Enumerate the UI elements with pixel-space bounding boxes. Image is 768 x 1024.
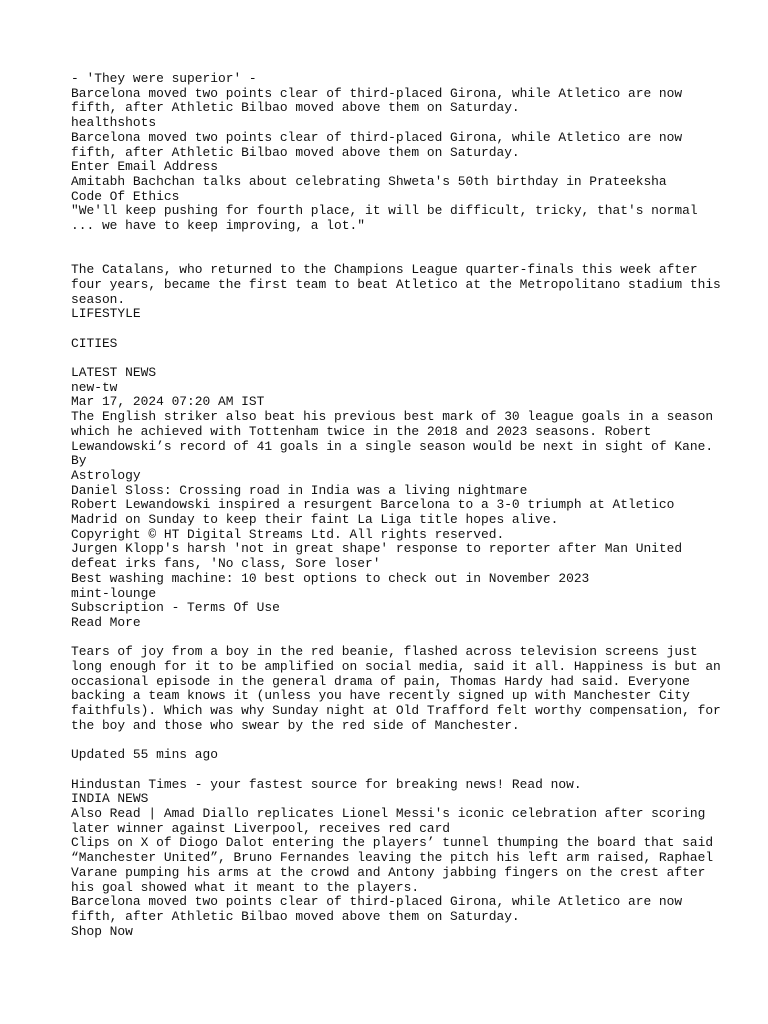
link-mint-lounge[interactable]: mint-lounge (71, 585, 157, 601)
link-code-of-ethics[interactable]: Code Of Ethics (71, 188, 180, 204)
tagline-hindustan-times: Hindustan Times - your fastest source for breaking news! Read now. (71, 776, 582, 792)
link-subscription-terms[interactable]: Subscription - Terms Of Use (71, 600, 280, 616)
paragraph-lewandowski: Robert Lewandowski inspired a resurgent Barcelona to a 3-0 triumph at Atletico Madrid on Sunday to keep their faint La Liga title hopes alive. (71, 497, 683, 528)
also-read-link[interactable]: Also Read | Amad Diallo replicates Lionel Messi's iconic celebration after scoring later winner against Liverpool, receives red card (71, 806, 714, 836)
nav-india-news[interactable]: INDIA NEWS (71, 791, 149, 807)
nav-cities[interactable]: CITIES (71, 335, 118, 351)
headline-washing-machine[interactable]: Best washing machine: 10 best options to check out in November 2023 (71, 570, 590, 586)
nav-astrology[interactable]: Astrology (71, 467, 141, 483)
byline: By (71, 453, 87, 469)
subheading-they-were-superior: - 'They were superior' - (71, 71, 257, 86)
read-more-link[interactable]: Read More (71, 614, 141, 630)
paragraph-catalans: The Catalans, who returned to the Champions League quarter-finals this week after four years, became the first team to beat Atletico at the Metropolitano stadium this season. (71, 262, 729, 307)
nav-latest-news[interactable]: LATEST NEWS (71, 365, 157, 381)
paragraph-tears-of-joy: Tears of joy from a boy in the red beanie, flashed across television screens just long enough for it to be amplified on social media, said it all. Happiness is but an occasional episode in the general drama of pain, Thomas Hardy had said. Everyone backing a team knows it (unless you have recently signed up with Manchester City faithfuls). Which was why Sunday night at Old Trafford felt worthy compensation, for the boy and those who swear by the red side of Manchester. (71, 644, 729, 733)
paragraph-barcelona-standings-repeat: Barcelona moved two points clear of third-placed Girona, while Atletico are now fifth, after Athletic Bilbao moved above them on Saturday. (71, 129, 690, 160)
page-text-content (71, 71, 729, 939)
shop-now-link[interactable]: Shop Now (71, 923, 133, 939)
paragraph-clips-on-x: Clips on X of Diogo Dalot entering the players’ tunnel thumping the board that said “Manchester United”, Bruno Fernandes leaving the pitch his left arm raised, Raphael Varane pumping his arms at the crowd and Antony jabbing fingers on the crest after his goal showed what it meant to the players. (71, 835, 721, 895)
paragraph-barcelona-standings-final: Barcelona moved two points clear of third-placed Girona, while Atletico are now fifth, after Athletic Bilbao moved above them on Saturday. (71, 894, 690, 924)
paragraph-english-striker: The English striker also beat his previous best mark of 30 league goals in a season which he achieved with Tottenham twice in the 2018 and 2023 seasons. Robert Lewandowski’s record of 41 goals in a single season would be next in sight of Kane. (71, 409, 721, 454)
headline-daniel-sloss[interactable]: Daniel Sloss: Crossing road in India was a living nightmare (71, 482, 528, 498)
label-new-tw: new-tw (71, 379, 118, 395)
timestamp: Mar 17, 2024 07:20 AM IST (71, 394, 265, 410)
quote-fourth-place: "We'll keep pushing for fourth place, it will be difficult, tricky, that's normal ... we have to keep improving, a lot." (71, 203, 706, 234)
email-field-placeholder[interactable]: Enter Email Address (71, 159, 218, 175)
nav-lifestyle[interactable]: LIFESTYLE (71, 306, 141, 322)
paragraph-barcelona-standings: Barcelona moved two points clear of third-placed Girona, while Atletico are now fifth, after Athletic Bilbao moved above them on Saturday. (71, 85, 690, 116)
headline-amitabh-bachchan[interactable]: Amitabh Bachchan talks about celebrating Shweta's 50th birthday in Prateeksha (71, 173, 667, 189)
link-healthshots[interactable]: healthshots (71, 115, 157, 131)
headline-jurgen-klopp[interactable]: Jurgen Klopp's harsh 'not in great shape' response to reporter after Man United defeat irks fans, 'No class, Sore loser' (71, 541, 690, 572)
updated-time: Updated 55 mins ago (71, 747, 218, 763)
copyright: Copyright © HT Digital Streams Ltd. All rights reserved. (71, 526, 505, 542)
